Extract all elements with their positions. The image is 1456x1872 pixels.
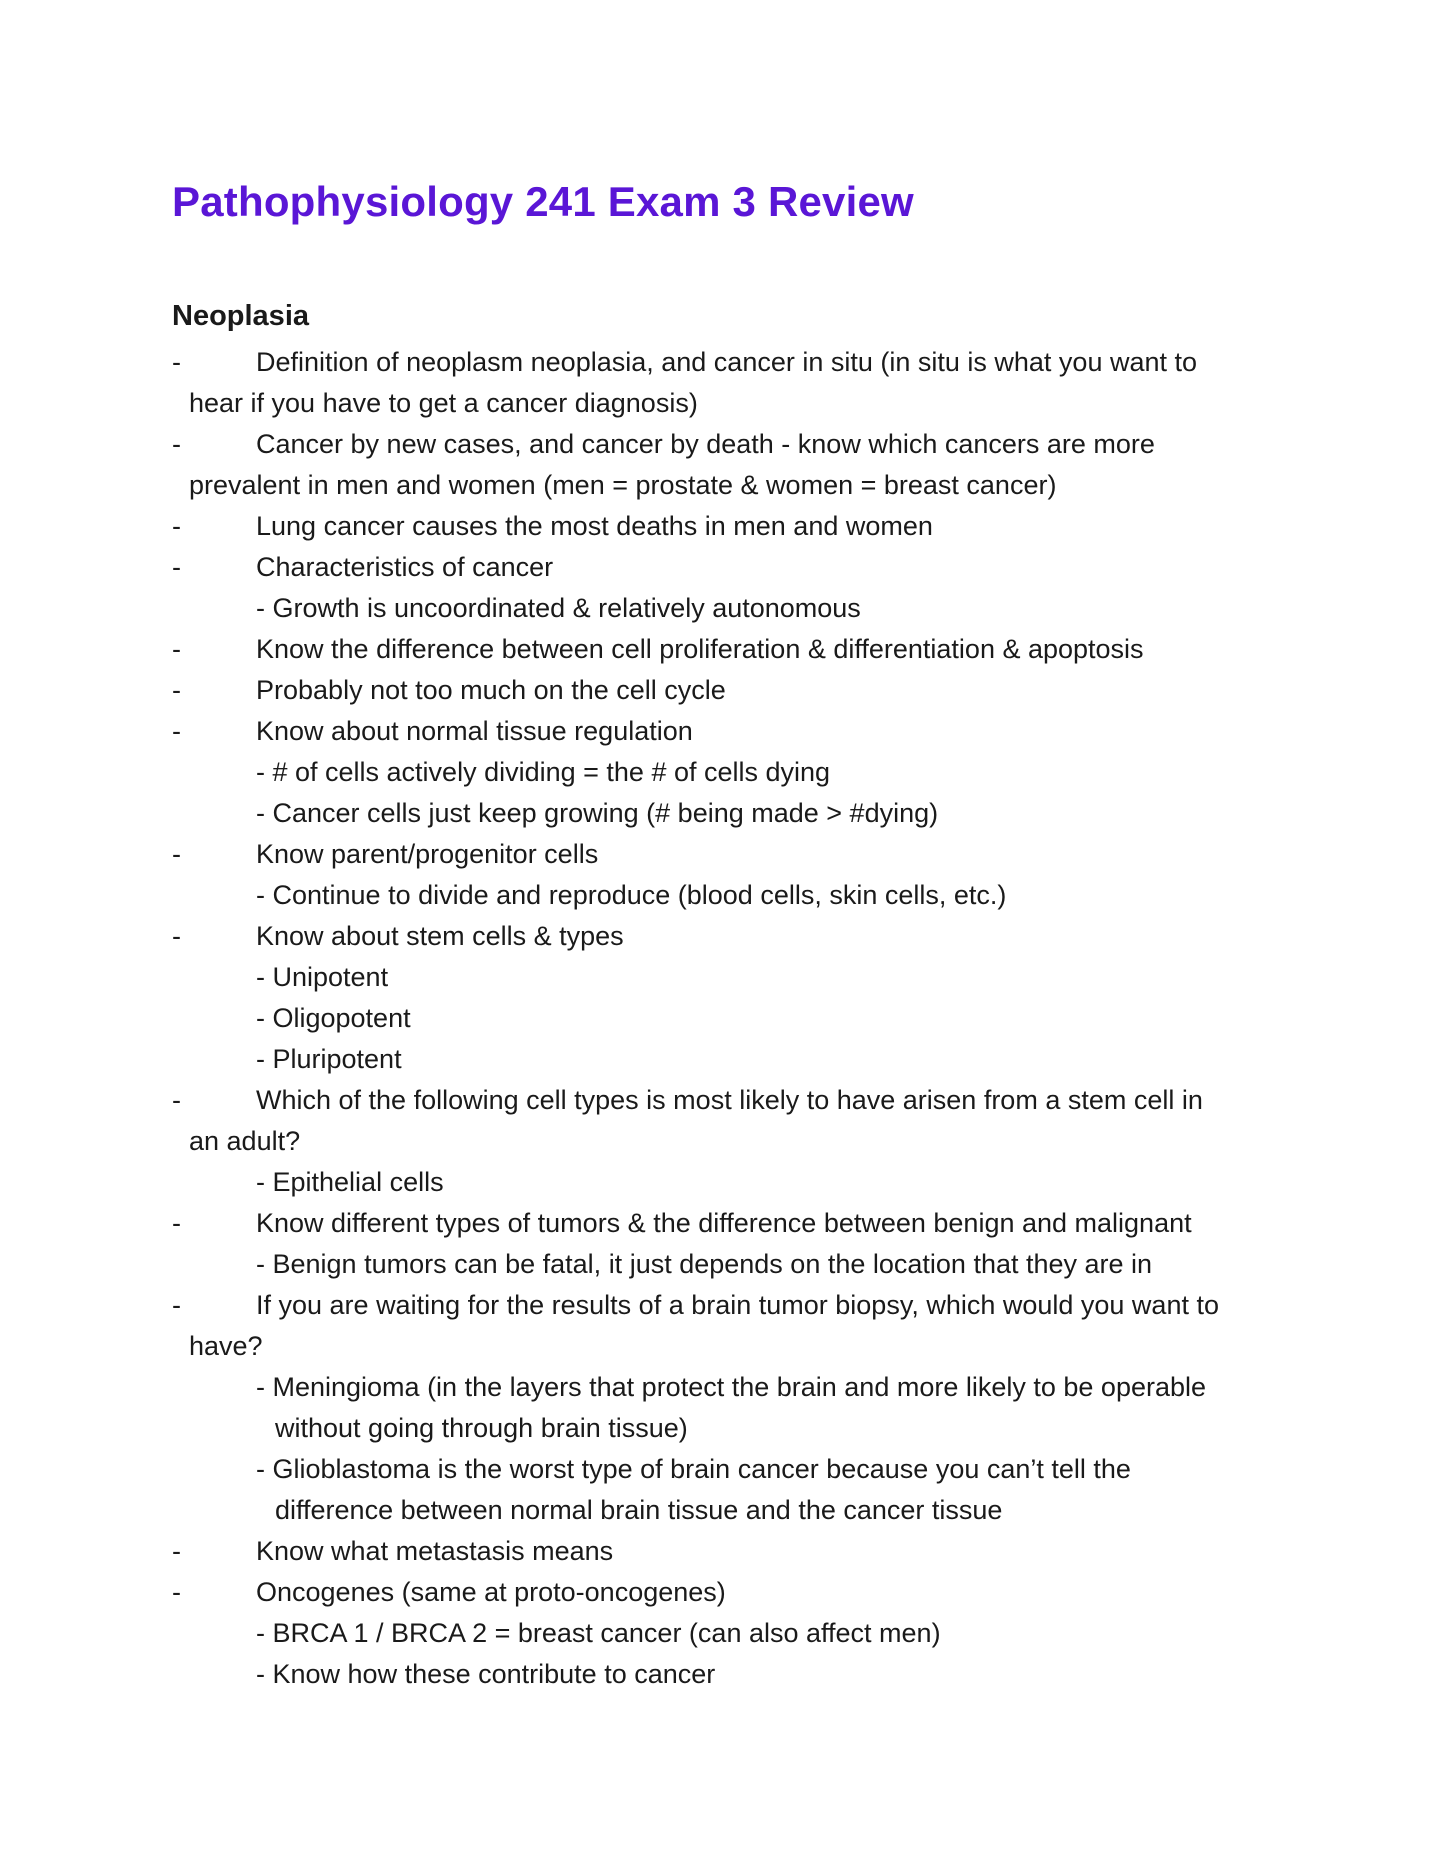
bullet-dash: -: [172, 675, 181, 705]
bullet-item-text: Know about normal tissue regulation: [256, 716, 693, 746]
bullet-item-text: Probably not too much on the cell cycle: [256, 675, 726, 705]
bullet-dash: -: [172, 1536, 181, 1566]
bullet-dash: -: [172, 839, 181, 869]
sub-bullet-text: - Cancer cells just keep growing (# being made > #dying): [256, 798, 939, 828]
sub-bullet-continuation-text: without going through brain tissue): [275, 1413, 688, 1443]
bullet-dash: -: [172, 429, 181, 459]
list-row: [0, 1203, 1456, 1244]
list-row: [0, 1080, 1456, 1121]
bullet-continuation-text: hear if you have to get a cancer diagnosis): [189, 388, 698, 418]
list-row: [0, 1613, 1456, 1654]
bullet-dash: -: [172, 634, 181, 664]
list-row: [0, 834, 1456, 875]
bullet-continuation-text: have?: [189, 1331, 263, 1361]
list-row: [0, 1039, 1456, 1080]
sub-bullet-text: - Unipotent: [256, 962, 389, 992]
bullet-item-text: If you are waiting for the results of a brain tumor biopsy, which would you want to: [256, 1290, 1219, 1320]
list-row: [0, 752, 1456, 793]
list-row: [0, 1449, 1456, 1490]
list-row: [0, 1654, 1456, 1695]
list-row: [0, 1244, 1456, 1285]
sub-bullet-text: - Oligopotent: [256, 1003, 411, 1033]
list-row: [0, 1285, 1456, 1326]
list-row: [0, 875, 1456, 916]
list-row: [0, 383, 1456, 424]
bullet-item-text: Oncogenes (same at proto-oncogenes): [256, 1577, 726, 1607]
bullet-dash: -: [172, 1290, 181, 1320]
list-row: [0, 793, 1456, 834]
bullet-item-text: Characteristics of cancer: [256, 552, 554, 582]
bullet-item-text: Cancer by new cases, and cancer by death - know which cancers are more: [256, 429, 1155, 459]
sub-bullet-text: - BRCA 1 / BRCA 2 = breast cancer (can also affect men): [256, 1618, 941, 1648]
list-row: [0, 1326, 1456, 1367]
sub-bullet-text: - Glioblastoma is the worst type of brain cancer because you can’t tell the: [256, 1454, 1131, 1484]
section-content: [0, 342, 1456, 1695]
bullet-item-text: Know the difference between cell proliferation & differentiation & apoptosis: [256, 634, 1144, 664]
list-row: [0, 342, 1456, 383]
bullet-dash: -: [172, 511, 181, 541]
bullet-item-text: Know different types of tumors & the difference between benign and malignant: [256, 1208, 1192, 1238]
bullet-dash: -: [172, 921, 181, 951]
bullet-item-text: Know parent/progenitor cells: [256, 839, 599, 869]
sub-bullet-text: - Meningioma (in the layers that protect the brain and more likely to be operable: [256, 1372, 1207, 1402]
bullet-dash: -: [172, 347, 181, 377]
list-row: [0, 1408, 1456, 1449]
bullet-item-text: Which of the following cell types is most likely to have arisen from a stem cell in: [256, 1085, 1203, 1115]
sub-bullet-text: - Epithelial cells: [256, 1167, 444, 1197]
bullet-item-text: Know about stem cells & types: [256, 921, 624, 951]
bullet-item-text: Lung cancer causes the most deaths in men and women: [256, 511, 933, 541]
bullet-dash: -: [172, 716, 181, 746]
sub-bullet-text: - Benign tumors can be fatal, it just depends on the location that they are in: [256, 1249, 1153, 1279]
section-heading: Neoplasia: [172, 300, 309, 332]
list-row: [0, 1490, 1456, 1531]
list-row: [0, 1121, 1456, 1162]
bullet-dash: -: [172, 552, 181, 582]
sub-bullet-continuation-text: difference between normal brain tissue and the cancer tissue: [275, 1495, 1003, 1525]
sub-bullet-text: - Growth is uncoordinated & relatively autonomous: [256, 593, 861, 623]
document-title: Pathophysiology 241 Exam 3 Review: [172, 178, 914, 225]
list-row: [0, 1531, 1456, 1572]
list-row: [0, 629, 1456, 670]
bullet-continuation-text: an adult?: [189, 1126, 301, 1156]
list-row: [0, 588, 1456, 629]
sub-bullet-text: - Continue to divide and reproduce (blood cells, skin cells, etc.): [256, 880, 1007, 910]
bullet-dash: -: [172, 1577, 181, 1607]
list-row: [0, 1572, 1456, 1613]
list-row: [0, 670, 1456, 711]
list-row: [0, 465, 1456, 506]
bullet-item-text: Know what metastasis means: [256, 1536, 614, 1566]
list-row: [0, 1367, 1456, 1408]
list-row: [0, 957, 1456, 998]
list-row: [0, 1162, 1456, 1203]
sub-bullet-text: - # of cells actively dividing = the # of cells dying: [256, 757, 831, 787]
list-row: [0, 711, 1456, 752]
bullet-dash: -: [172, 1208, 181, 1238]
list-row: [0, 506, 1456, 547]
list-row: [0, 547, 1456, 588]
bullet-dash: -: [172, 1085, 181, 1115]
bullet-continuation-text: prevalent in men and women (men = prostate & women = breast cancer): [189, 470, 1057, 500]
sub-bullet-text: - Pluripotent: [256, 1044, 402, 1074]
list-row: [0, 424, 1456, 465]
bullet-item-text: Definition of neoplasm neoplasia, and cancer in situ (in situ is what you want to: [256, 347, 1198, 377]
list-row: [0, 998, 1456, 1039]
sub-bullet-text: - Know how these contribute to cancer: [256, 1659, 716, 1689]
list-row: [0, 916, 1456, 957]
